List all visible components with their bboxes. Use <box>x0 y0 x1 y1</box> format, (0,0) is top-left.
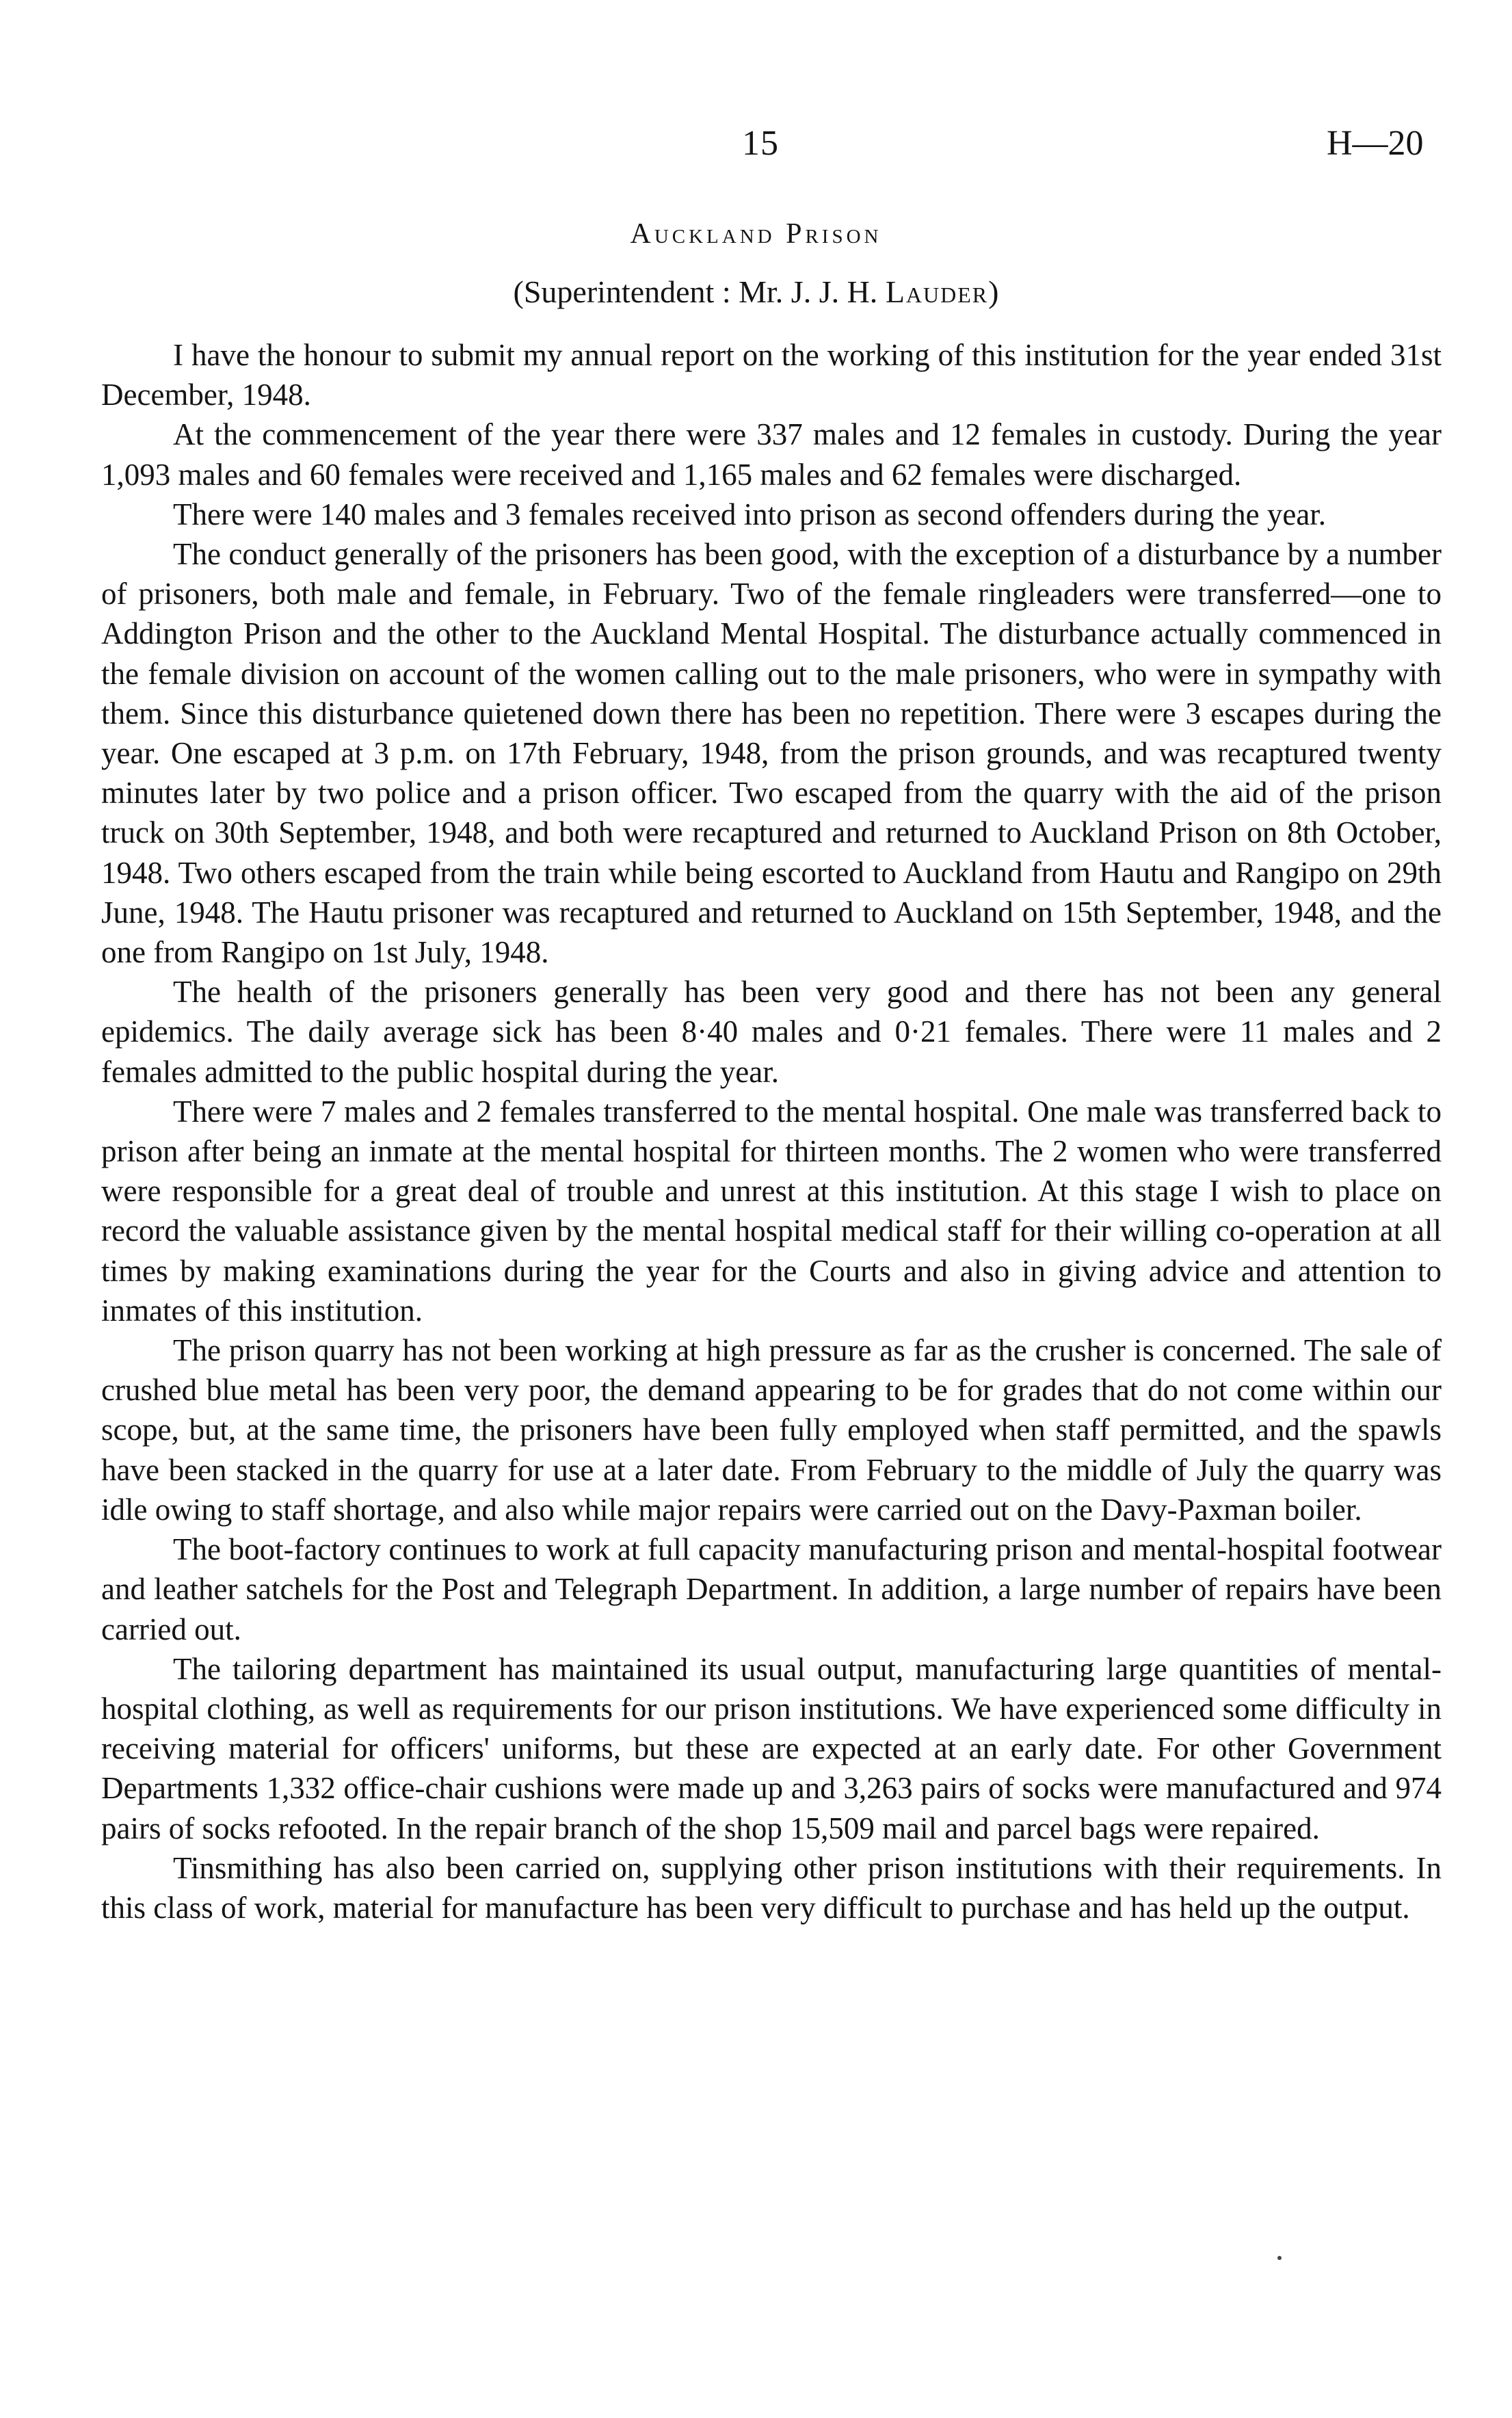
paragraph-health: The health of the prisoners generally has been very good and there has not been any general epidemics. The daily average sick has been 8·40 males and 0·21 females. There were 11 males and 2 females admitted to the public hospital during the year. <box>101 975 1442 1089</box>
paragraph-intro: I have the honour to submit my annual report on the working of this institution for the year ended 31st December, 1948. <box>101 338 1442 412</box>
report-body <box>101 335 1442 1928</box>
paragraph-quarry: The prison quarry has not been working at high pressure as far as the crusher is concerned. The sale of crushed blue metal has been very poor, the demand appearing to be for grades that do not come within our scope, but, at the same time, the prisoners have been fully employed when staff permitted, and the spawls have been stacked in the quarry for use at a later date. From February to the middle of July the quarry was idle owing to staff shortage, and also while major repairs were carried out on the Davy-Paxman boiler. <box>101 1333 1442 1527</box>
superintendent-line <box>0 274 1512 310</box>
superintendent-surname: Lauder <box>885 274 989 309</box>
paragraph-custody: At the commencement of the year there were 337 males and 12 females in custody. During the year 1,093 males and 60 females were received and 1,165 males and 62 females were discharged. <box>101 417 1442 492</box>
document-code: H—20 <box>1327 124 1424 163</box>
paragraph-boot-factory: The boot-factory continues to work at full capacity manufacturing prison and mental-hospital footwear and leather satchels for the Post and Telegraph Department. In addition, a large number of repairs have been carried out. <box>101 1532 1442 1646</box>
paragraph-conduct: The conduct generally of the prisoners has been good, with the exception of a disturbance by a number of prisoners, both male and female, in February. Two of the female ringleaders were transferred—one to Addington Prison and the other to the Auckland Mental Hospital. The disturbance actually commenced in the female division on account of the women calling out to the male prisoners, who were in sympathy with them. Since this disturbance quietened down there has been no repetition. There were 3 escapes during the year. One escaped at 3 p.m. on 17th February, 1948, from the prison grounds, and was recaptured twenty minutes later by two police and a prison officer. Two escaped from the quarry with the aid of the prison truck on 30th September, 1948, and both were recaptured and returned to Auckland Prison on 8th October, 1948. Two others escaped from the train while being escorted to Auckland from Hautu and Rangipo on 29th June, 1948. The Hautu prisoner was recaptured and returned to Auckland on 15th September, 1948, and the one from Rangipo on 1st July, 1948. <box>101 537 1442 970</box>
paragraph-tailoring: The tailoring department has maintained its usual output, manufacturing large quantities of mental-hospital clothing, as well as requirements for our prison institutions. We have experienced some difficulty in receiving material for officers' uniforms, but these are expected at an early date. For other Government Departments 1,332 office-chair cushions were made up and 3,263 pairs of socks were manufactured and 974 pairs of socks refooted. In the repair branch of the shop 15,509 mail and parcel bags were repaired. <box>101 1651 1442 1845</box>
paragraph-second-offenders: There were 140 males and 3 females received into prison as second offenders during the year. <box>173 497 1327 531</box>
page-number: 15 <box>742 124 779 163</box>
section-title: Auckland Prison <box>630 218 882 250</box>
paragraph-mental-hospital: There were 7 males and 2 females transferred to the mental hospital. One male was transferred back to prison after being an inmate at the mental hospital for thirteen months. The 2 women who were transferred were responsible for a great deal of trouble and unrest at this institution. At this stage I wish to place on record the valuable assistance given by the mental hospital medical staff for their willing co-operation at all times by making examinations during the year for the Courts and also in giving advice and attention to inmates of this institution. <box>101 1094 1442 1328</box>
paragraph-tinsmithing: Tinsmithing has also been carried on, supplying other prison institutions with their requirements. In this class of work, material for manufacture has been very difficult to purchase and has held up the output. <box>101 1850 1442 1925</box>
stray-mark <box>1277 2256 1282 2260</box>
superintendent-suffix: ) <box>988 274 999 309</box>
superintendent-prefix: (Superintendent : Mr. J. J. H. <box>513 274 886 309</box>
